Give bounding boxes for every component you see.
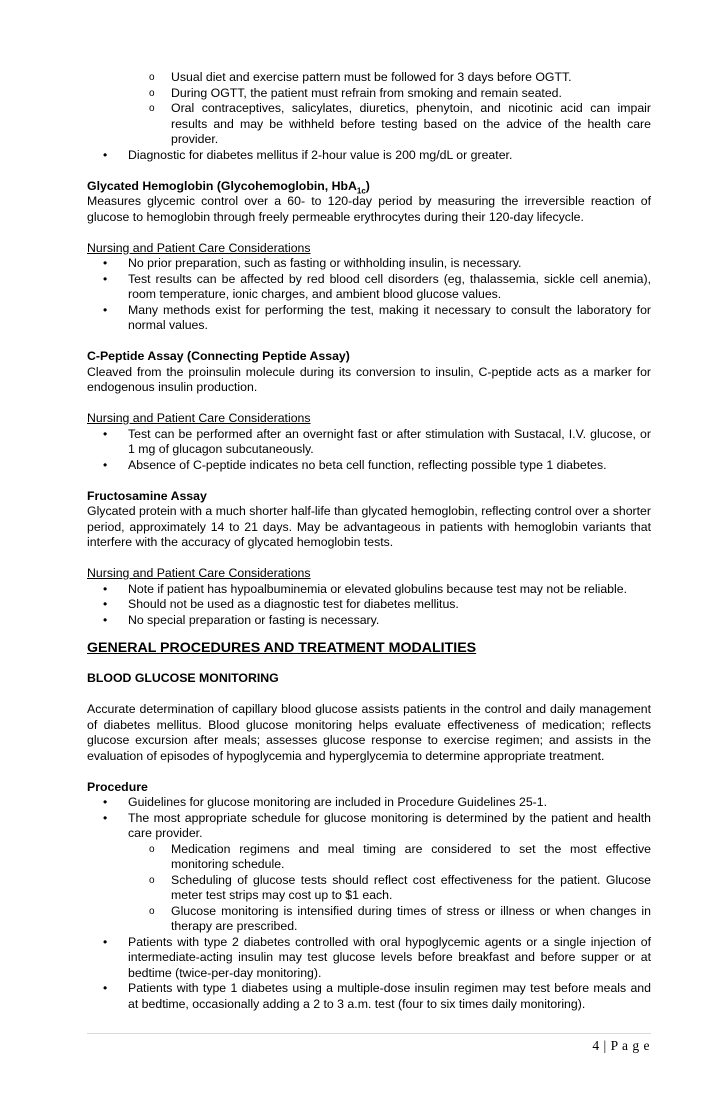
fructosamine-title: Fructosamine Assay bbox=[87, 488, 207, 503]
circle-bullet-icon: o bbox=[149, 103, 155, 114]
ogtt-sub-list bbox=[87, 70, 651, 148]
page-label: P a g e bbox=[610, 1038, 650, 1053]
footer-separator: | bbox=[603, 1038, 607, 1053]
bullet-icon: • bbox=[103, 581, 108, 596]
cpeptide-description: Cleaved from the proinsulin molecule during its conversion to insulin, C-peptide acts as a marker for endogenous insulin production. bbox=[87, 364, 651, 394]
bullet-icon: • bbox=[103, 256, 108, 270]
list-item: • Note if patient has hypoalbuminemia or elevated globulins because test may not be reliable. bbox=[103, 581, 628, 596]
bullet-icon: • bbox=[103, 147, 108, 162]
hba1c-list bbox=[87, 256, 651, 334]
cpeptide-list bbox=[87, 427, 651, 474]
bullet-icon: • bbox=[103, 810, 108, 825]
cpeptide-considerations-heading: Nursing and Patient Care Considerations bbox=[87, 411, 311, 425]
document-page bbox=[87, 70, 651, 1012]
list-item: • No prior preparation, such as fasting or withholding insulin, is necessary. bbox=[103, 256, 522, 270]
bgm-title: BLOOD GLUCOSE MONITORING bbox=[87, 671, 279, 685]
list-item: • Guidelines for glucose monitoring are included in Procedure Guidelines 25-1. bbox=[103, 795, 548, 809]
procedure-sub-list bbox=[87, 842, 651, 935]
procedure-list bbox=[87, 795, 651, 842]
page-number: 4 bbox=[592, 1038, 600, 1053]
bullet-icon: • bbox=[103, 934, 108, 949]
fructosamine-description: Glycated protein with a much shorter half-life than glycated hemoglobin, reflecting control over a shorter period, approximately 14 to 21 days. May be advantageous in patients with hemoglobin variants that interfere with the accuracy of glycated hemoglobin tests. bbox=[87, 504, 651, 549]
list-item: o During OGTT, the patient must refrain from smoking and remain seated. bbox=[149, 85, 562, 100]
footer-divider bbox=[87, 1033, 651, 1034]
fructosamine-list bbox=[87, 582, 651, 629]
list-item: • Should not be used as a diagnostic test for diabetes mellitus. bbox=[103, 597, 459, 611]
fructosamine-considerations-heading: Nursing and Patient Care Considerations bbox=[87, 566, 311, 580]
list-item: o Medication regimens and meal timing are considered to set the most effective monitoring schedule. bbox=[149, 841, 651, 871]
bullet-icon: • bbox=[103, 457, 108, 472]
list-item: • Absence of C-peptide indicates no beta cell function, reflecting possible type 1 diabetes. bbox=[103, 457, 607, 472]
bullet-icon: • bbox=[103, 271, 108, 286]
circle-bullet-icon: o bbox=[149, 874, 155, 886]
list-item: • Patients with type 2 diabetes controlled with oral hypoglycemic agents or a single injection of intermediate-acting insulin may test glucose levels before breakfast and before supper or at bedtime (twice-per-day monitoring). bbox=[103, 934, 651, 980]
list-item: o Scheduling of glucose tests should reflect cost effectiveness for the patient. Glucose meter test strips may cost up to $1 each. bbox=[149, 872, 651, 902]
hba1c-title: Glycated Hemoglobin (Glycohemoglobin, HbA$_{1c}$) bbox=[87, 178, 370, 195]
list-item: o Oral contraceptives, salicylates, diuretics, phenytoin, and nicotinic acid can impair results and may be withheld before testing based on the advice of the health care provider. bbox=[149, 101, 651, 146]
list-item: • Patients with type 1 diabetes using a multiple-dose insulin regimen may test before meals and at bedtime, occasionally adding a 2 to 3 a.m. test (four to six times daily monitoring). bbox=[103, 981, 651, 1011]
bullet-icon: • bbox=[103, 981, 108, 995]
list-item: • Diagnostic for diabetes mellitus if 2-hour value is 200 mg/dL or greater. bbox=[103, 147, 513, 162]
bullet-icon: • bbox=[103, 795, 108, 809]
list-item: • Many methods exist for performing the test, making it necessary to consult the laboratory for normal values. bbox=[103, 302, 651, 332]
procedure-list-continued bbox=[87, 935, 651, 1013]
bullet-icon: • bbox=[103, 302, 108, 317]
general-procedures-heading: GENERAL PROCEDURES AND TREATMENT MODALITIES bbox=[87, 640, 477, 656]
bullet-icon: • bbox=[103, 426, 108, 441]
bgm-description: Accurate determination of capillary blood glucose assists patients in the control and daily management of diabetes mellitus. Blood glucose monitoring helps evaluate effectiveness of medication; reflects glucose excursion after meals; assesses glucose response to exercise regimen; and assists in the evaluation of episodes of hypoglycemia and hyperglycemia to determine appropriate treatment. bbox=[87, 702, 651, 763]
procedure-heading: Procedure bbox=[87, 779, 148, 794]
list-item: • The most appropriate schedule for glucose monitoring is determined by the patient and health care provider. bbox=[103, 810, 651, 840]
circle-bullet-icon: o bbox=[149, 72, 155, 83]
list-item: o Usual diet and exercise pattern must be followed for 3 days before OGTT. bbox=[149, 70, 572, 84]
ogtt-list bbox=[87, 148, 651, 164]
list-item: • No special preparation or fasting is necessary. bbox=[103, 612, 380, 627]
list-item: • Test results can be affected by red blood cell disorders (eg, thalassemia, sickle cell anemia), room temperature, ionic charges, and ambient blood glucose values. bbox=[103, 271, 651, 301]
circle-bullet-icon: o bbox=[149, 843, 155, 855]
list-item: o Glucose monitoring is intensified during times of stress or illness or when changes in therapy are prescribed. bbox=[149, 903, 651, 933]
hba1c-considerations-heading: Nursing and Patient Care Considerations bbox=[87, 240, 311, 255]
hba1c-description: Measures glycemic control over a 60- to 120-day period by measuring the irreversible reaction of glucose to hemoglobin through freely permeable erythrocytes during their 120-day lifecycle. bbox=[87, 194, 651, 224]
page-footer bbox=[592, 1038, 650, 1054]
list-item: • Test can be performed after an overnight fast or after stimulation with Sustacal, I.V. glucose, or 1 mg of glucagon subcutaneously. bbox=[103, 426, 651, 456]
cpeptide-title: C-Peptide Assay (Connecting Peptide Assay) bbox=[87, 349, 350, 363]
bullet-icon: • bbox=[103, 612, 108, 627]
bullet-icon: • bbox=[103, 597, 108, 611]
circle-bullet-icon: o bbox=[149, 905, 155, 917]
circle-bullet-icon: o bbox=[149, 87, 155, 99]
